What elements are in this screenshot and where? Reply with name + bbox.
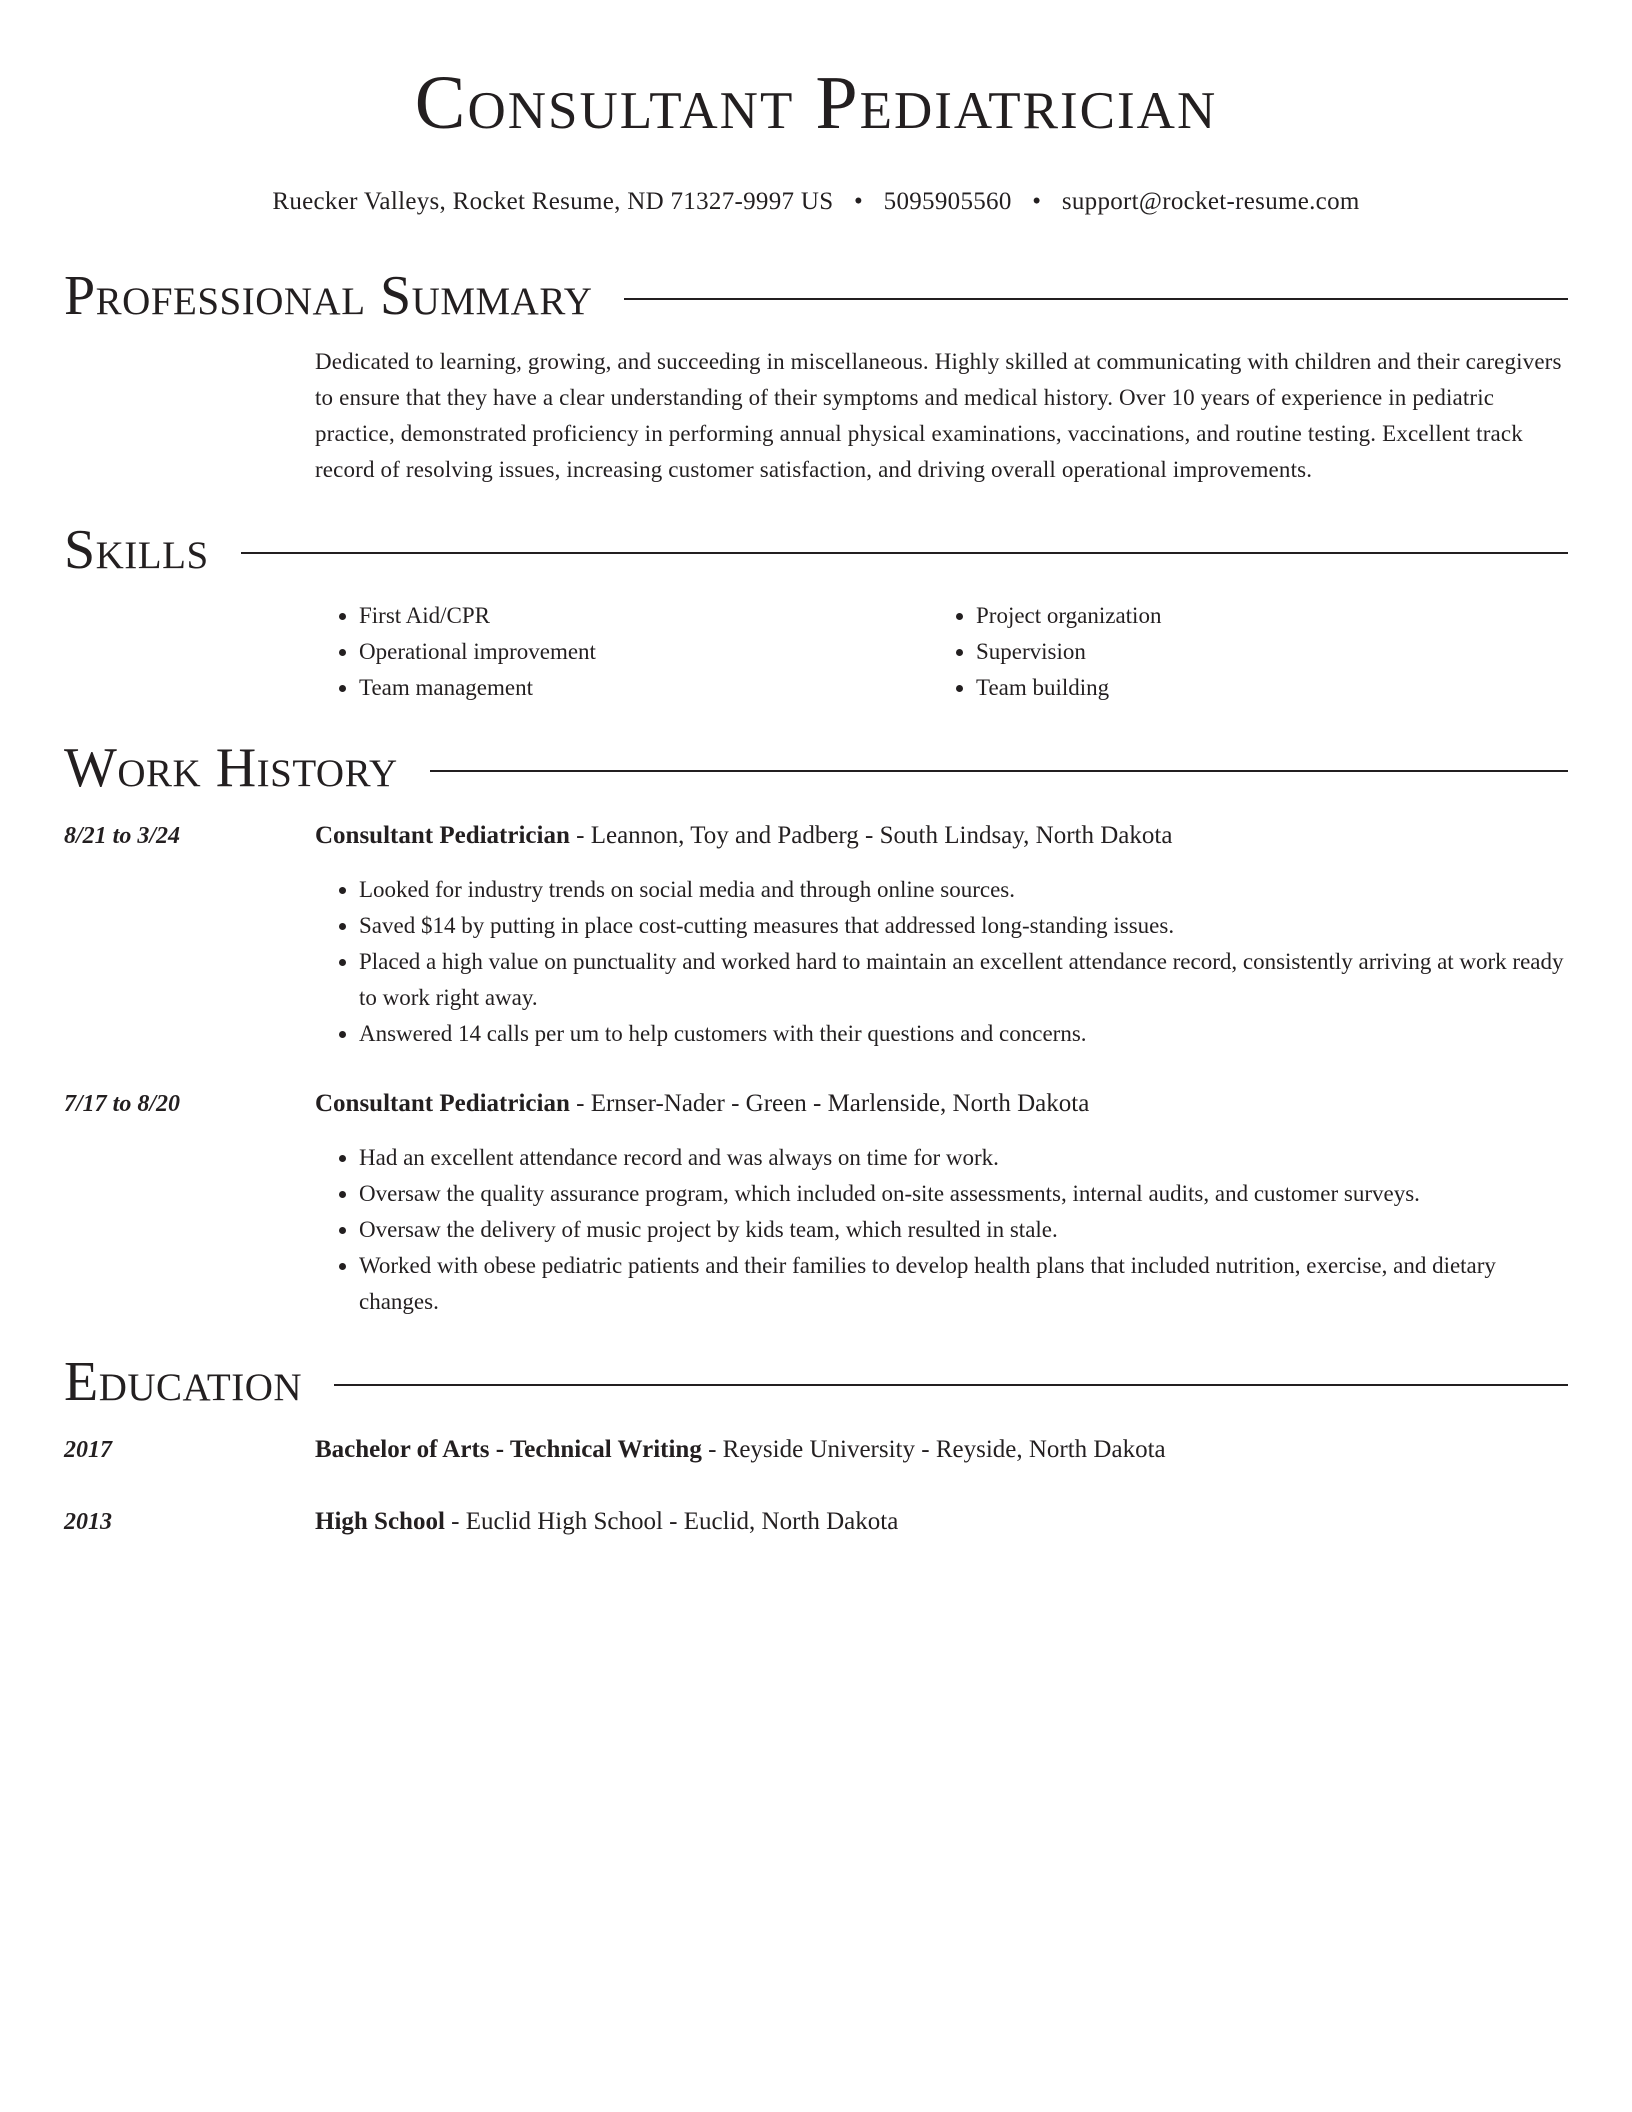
skills-section-title: Skills bbox=[64, 519, 209, 581]
contact-email: support@rocket-resume.com bbox=[1061, 188, 1360, 215]
skill-item: • Operational improvement bbox=[359, 634, 932, 670]
skills-section-header bbox=[64, 518, 1568, 582]
candidate-name: Consultant Pediatrician bbox=[414, 61, 1218, 145]
skills-column-right bbox=[932, 598, 1549, 706]
job-body bbox=[315, 818, 1568, 1052]
job-dates: 7/17 to 8/20 bbox=[64, 1091, 181, 1117]
job-bullet: • Oversaw the quality assurance program, which included on-site assessments, internal audits, and customer surveys. bbox=[359, 1176, 1568, 1212]
job-bullet: • Had an excellent attendance record and was always on time for work. bbox=[359, 1140, 1568, 1176]
job-role: Consultant Pediatrician bbox=[315, 1090, 570, 1117]
job-entry bbox=[64, 818, 1568, 1052]
job-bullets bbox=[315, 872, 1568, 1052]
job-heading bbox=[315, 1086, 1568, 1122]
job-dates: 8/21 to 3/24 bbox=[64, 823, 181, 849]
job-heading bbox=[315, 818, 1568, 854]
job-details: - Ernser-Nader - Green - Marlenside, North Dakota bbox=[569, 1090, 1090, 1117]
education-heading bbox=[315, 1504, 898, 1540]
education-entry bbox=[64, 1432, 1568, 1468]
job-bullet: • Oversaw the delivery of music project by kids team, which resulted in stale. bbox=[359, 1212, 1568, 1248]
job-bullet: • Placed a high value on punctuality and worked hard to maintain an excellent attendance record, consistently arriving at work ready to work right away. bbox=[359, 944, 1568, 1016]
section-divider bbox=[241, 552, 1568, 554]
skill-item: • Project organization bbox=[976, 598, 1549, 634]
education-degree: High School bbox=[315, 1508, 445, 1535]
job-bullet: • Worked with obese pediatric patients and their families to develop health plans that included nutrition, exercise, and dietary changes. bbox=[359, 1248, 1568, 1320]
job-body bbox=[315, 1086, 1568, 1320]
skill-item: • Team management bbox=[359, 670, 932, 706]
section-divider bbox=[430, 770, 1568, 772]
job-bullets bbox=[315, 1140, 1568, 1320]
job-bullet: • Saved $14 by putting in place cost-cutting measures that addressed long-standing issues. bbox=[359, 908, 1568, 944]
job-bullet: • Answered 14 calls per um to help customers with their questions and concerns. bbox=[359, 1016, 1568, 1052]
summary-section-title: Professional Summary bbox=[64, 265, 593, 327]
contact-line bbox=[64, 186, 1568, 218]
section-divider bbox=[334, 1384, 1568, 1386]
summary-text: Dedicated to learning, growing, and succeeding in miscellaneous. Highly skilled at communicating with children and their caregivers to ensure that they have a clear understanding of their symptoms and medical history. Over 10 years of experience in pediatric practice, demonstrated proficiency in performing annual physical examinations, vaccinations, and routine testing. Excellent track record of resolving issues, increasing customer satisfaction, and driving overall operational improvements. bbox=[315, 349, 1562, 482]
skills-list bbox=[315, 598, 1568, 706]
education-year: 2017 bbox=[64, 1437, 112, 1463]
education-heading bbox=[315, 1432, 1166, 1468]
skill-item: • Supervision bbox=[976, 634, 1549, 670]
section-divider bbox=[624, 298, 1568, 300]
job-entry bbox=[64, 1086, 1568, 1320]
summary-section-header bbox=[64, 264, 1568, 328]
contact-separator: • bbox=[1032, 188, 1042, 215]
skill-item: • Team building bbox=[976, 670, 1549, 706]
education-details: - Reyside University - Reyside, North Dakota bbox=[701, 1436, 1166, 1463]
education-section-header bbox=[64, 1350, 1568, 1414]
job-role: Consultant Pediatrician bbox=[315, 822, 570, 849]
contact-phone: 5095905560 bbox=[883, 188, 1012, 215]
education-section-title: Education bbox=[64, 1351, 303, 1413]
job-bullet: • Looked for industry trends on social media and through online sources. bbox=[359, 872, 1568, 908]
education-year: 2013 bbox=[64, 1509, 112, 1535]
contact-address: Ruecker Valleys, Rocket Resume, ND 71327-9997 US bbox=[272, 188, 834, 215]
work-section-header bbox=[64, 736, 1568, 800]
skills-column-left bbox=[315, 598, 932, 706]
work-section-title: Work History bbox=[64, 737, 398, 799]
education-entry bbox=[64, 1504, 1568, 1540]
contact-separator: • bbox=[854, 188, 864, 215]
education-details: - Euclid High School - Euclid, North Dakota bbox=[444, 1508, 899, 1535]
job-details: - Leannon, Toy and Padberg - South Lindsay, North Dakota bbox=[569, 822, 1173, 849]
education-degree: Bachelor of Arts - Technical Writing bbox=[315, 1436, 702, 1463]
skill-item: • First Aid/CPR bbox=[359, 598, 932, 634]
